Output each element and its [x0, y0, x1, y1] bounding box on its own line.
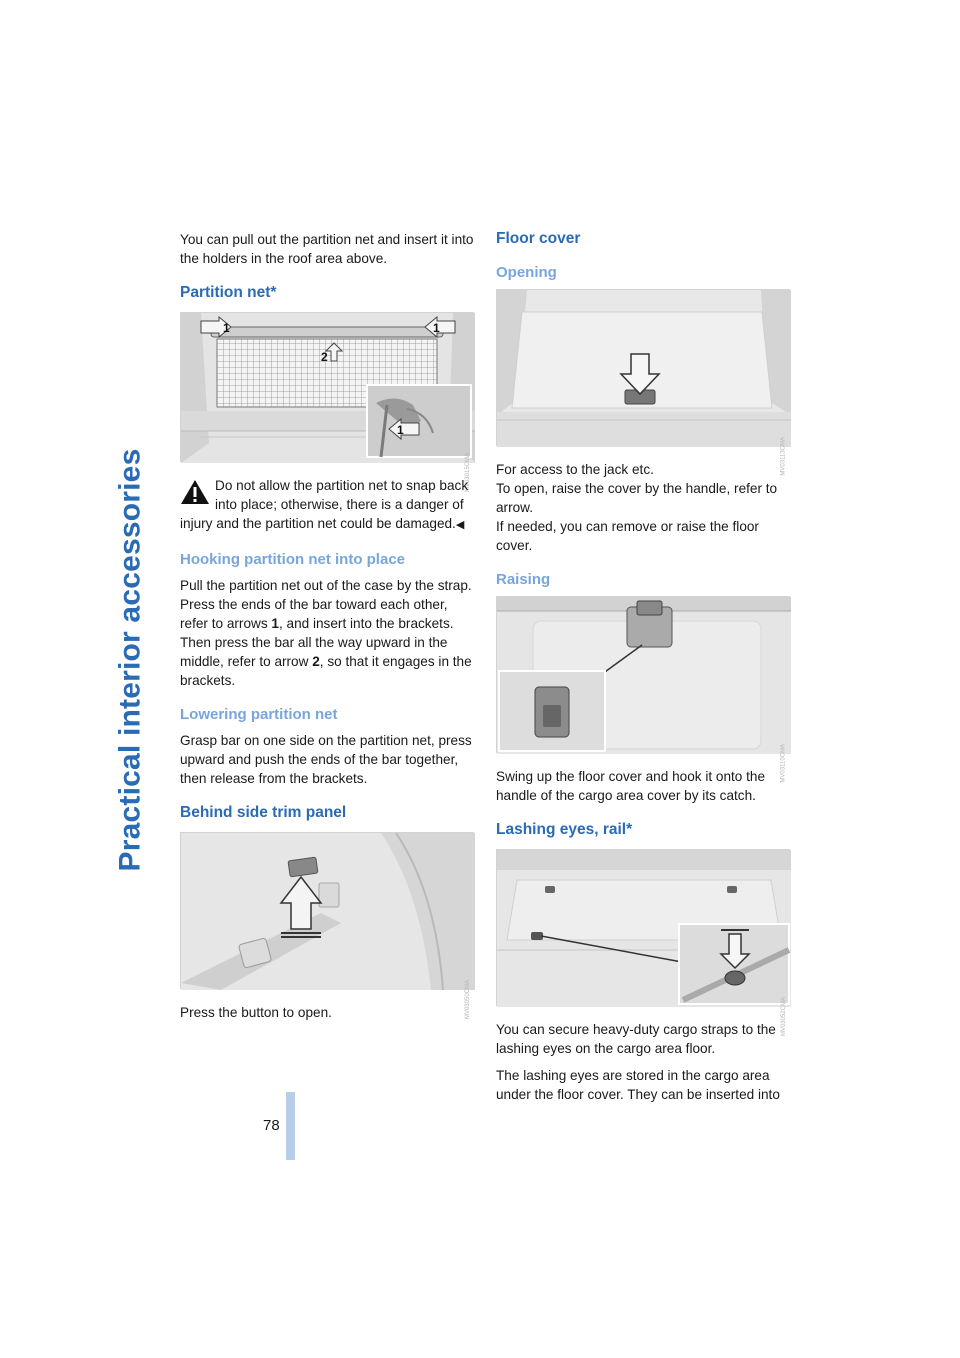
figure-code: MV03113CMA	[781, 437, 787, 476]
lashing-illustration	[496, 849, 790, 1037]
figure-code: MV03015CMA	[465, 453, 471, 493]
chapter-side-title: Practical interior accessories	[113, 448, 147, 872]
page-number: 78	[263, 1117, 280, 1134]
raising-drawing	[497, 597, 791, 754]
intro-paragraph: You can pull out the partition net and insert it into the holders in the roof area above.	[180, 232, 474, 266]
hooking-paragraph: Pull the partition net out of the case by the strap. Press the ends of the bar toward each other, refer to arrows 1, and insert into the brackets. Then press the bar all the way upward in the middle, refer to arrow 2, so that it engages in the brackets.	[180, 578, 472, 688]
raising-paragraph: Swing up the floor cover and hook it onto the handle of the cargo area cover by its catch.	[496, 769, 766, 803]
callout-1-left: 1	[223, 321, 230, 335]
callout-1-inset: 1	[397, 423, 404, 437]
callout-2: 2	[321, 350, 328, 364]
callout-1-right: 1	[433, 321, 440, 335]
figure-code: MV03110CMA	[781, 744, 787, 783]
warning-line-2: into place; otherwise, there is a danger of	[215, 497, 464, 512]
warning-note	[180, 476, 476, 535]
page-marker-bar	[286, 1092, 295, 1160]
figure-code: MV03050CMA	[465, 980, 471, 1020]
side-trim-paragraph: Press the button to open.	[180, 1005, 332, 1020]
opening-line-3: If needed, you can remove or raise the floor cover.	[496, 519, 759, 553]
opening-heading: Opening	[496, 264, 557, 281]
right-column	[496, 230, 792, 1112]
raising-heading: Raising	[496, 571, 551, 588]
end-mark-icon: ◀	[455, 519, 465, 531]
lowering-heading: Lowering partition net	[180, 706, 338, 723]
warning-triangle-icon	[180, 479, 210, 505]
hooking-heading: Hooking partition net into place	[180, 551, 405, 568]
side-trim-heading: Behind side trim panel	[180, 804, 347, 821]
side-trim-drawing	[181, 833, 475, 990]
warning-line-3: injury and the partition net could be damaged.◀	[180, 516, 465, 531]
left-column	[180, 230, 476, 1030]
partition-net-heading: Partition net*	[180, 284, 277, 301]
raising-illustration	[496, 596, 790, 783]
lowering-paragraph: Grasp bar on one side on the partition net, press upward and push the ends of the bar together, then release from the brackets.	[180, 733, 472, 786]
lashing-paragraph-1: You can secure heavy-duty cargo straps to the lashing eyes on the cargo area floor.	[496, 1022, 776, 1056]
opening-line-2: To open, raise the cover by the handle, refer to arrow.	[496, 481, 778, 515]
lashing-drawing	[497, 850, 791, 1007]
lashing-heading: Lashing eyes, rail*	[496, 821, 633, 838]
floor-cover-heading: Floor cover	[496, 230, 581, 247]
partition-net-drawing	[181, 313, 475, 463]
lashing-paragraph-2: The lashing eyes are stored in the cargo area under the floor cover. They can be inserted into	[496, 1068, 780, 1102]
opening-drawing	[497, 290, 791, 447]
opening-paragraph	[496, 460, 792, 555]
opening-line-1: For access to the jack etc.	[496, 462, 654, 477]
warning-line-1: Do not allow the partition net to snap back	[215, 478, 469, 493]
figure-code: MV03052CMA	[781, 997, 787, 1037]
